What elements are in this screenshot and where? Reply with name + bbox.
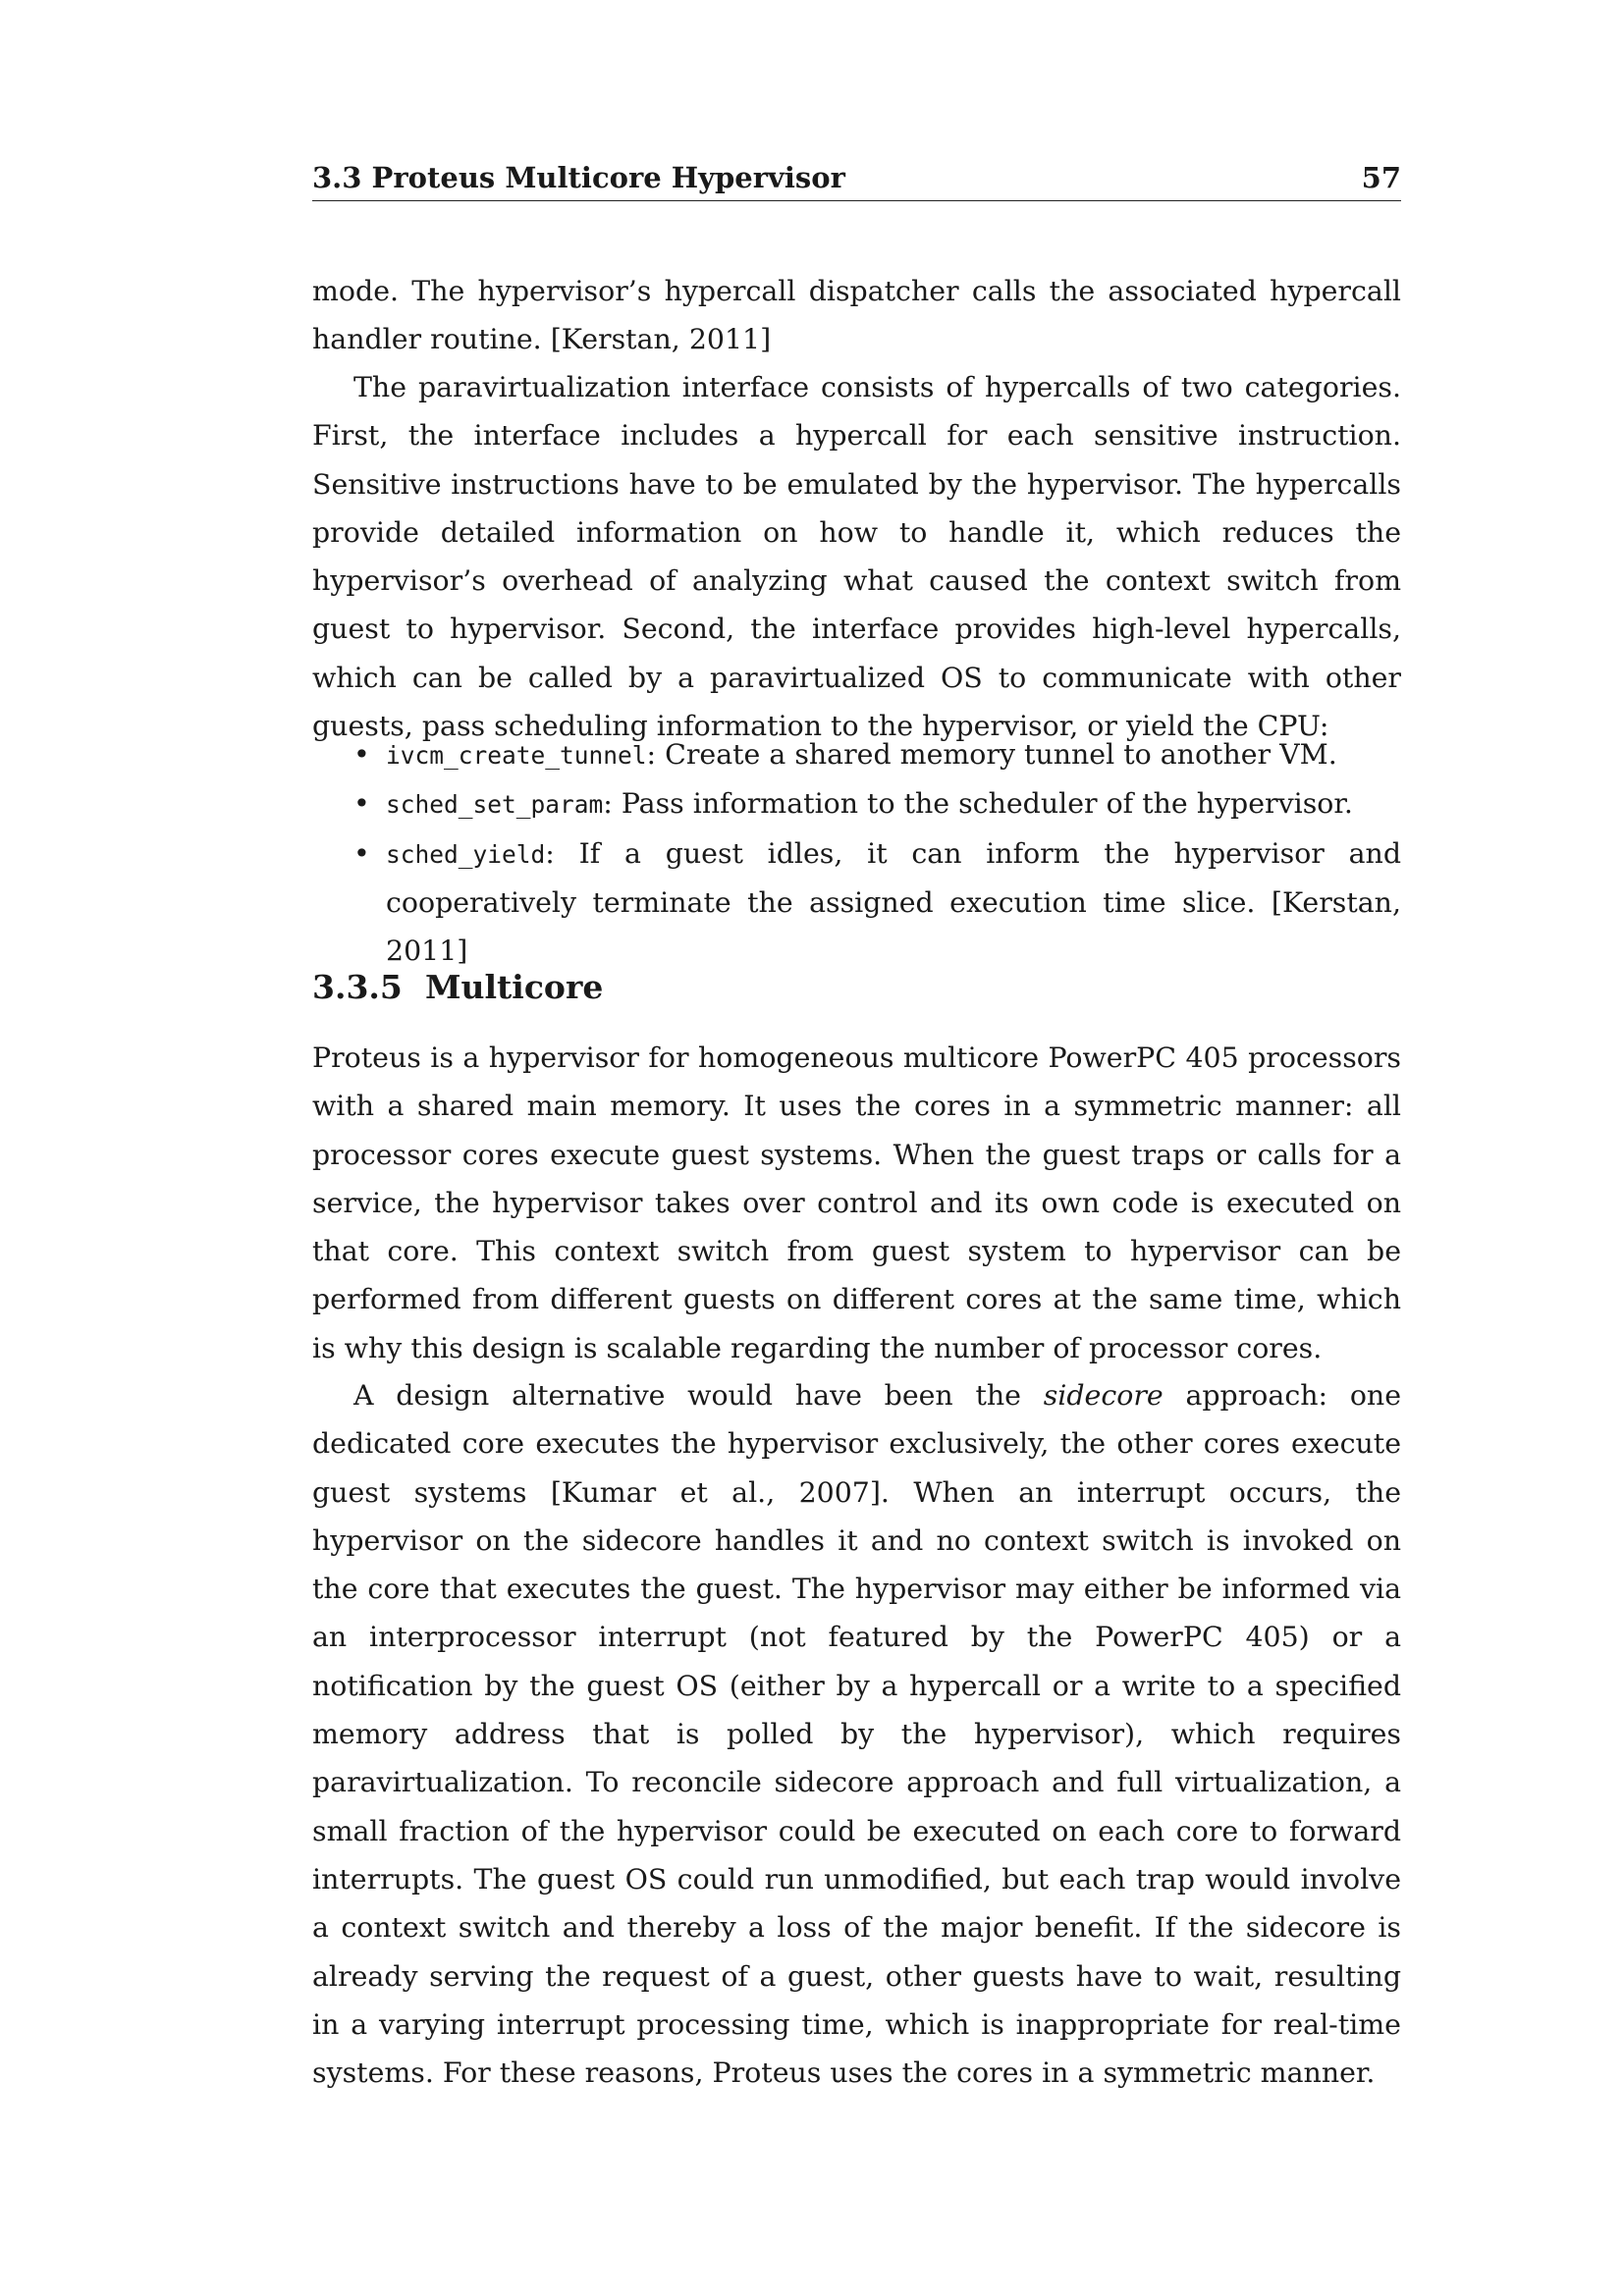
hypercall-description: : Create a shared memory tunnel to another VM. xyxy=(646,738,1337,771)
list-item xyxy=(312,779,1401,828)
sidecore-text-start: A design alternative would have been the xyxy=(353,1379,1044,1412)
bullet-icon: • xyxy=(353,787,370,821)
bullet-icon: • xyxy=(353,836,370,870)
page-number: 57 xyxy=(1361,161,1401,194)
sidecore-text-rest: approach: one dedicated core executes the hypervisor exclusively, the other cores execute guest systems [Kumar et al., 2007]. When an interrupt occurs, the hypervisor on the sidecore handles it and no context switch is invoked on the core that executes the guest. The hypervisor may either be informed via an interprocessor interrupt (not featured by the PowerPC 405) or a notification by the guest OS (either by a hypercall or a write to a specified memory address that is polled by the hypervisor), which requires paravirtualization. To reconcile sidecore approach and full virtualization, a small fraction of the hypervisor could be executed on each core to forward interrupts. The guest OS could run unmodified, but each trap would involve a context switch and thereby a loss of the major benefit. If the sidecore is already serving the request of a guest, other guests have to wait, resulting in a varying interrupt processing time, which is inappropriate for real-time systems. For these reasons, Proteus uses the cores in a symmetric manner. xyxy=(312,1379,1401,2090)
paragraph-sidecore-alternative xyxy=(312,1371,1401,2097)
section-title: Multicore xyxy=(425,968,604,1006)
list-item xyxy=(312,829,1401,976)
hypercall-name: sched_set_param xyxy=(386,790,604,820)
hypercall-name: sched_yield xyxy=(386,839,546,869)
list-item xyxy=(312,730,1401,779)
paragraph-paravirtualization-interface: The paravirtualization interface consists of hypercalls of two categories. First, the interface includes a hypercall for each sensitive instruction. Sensitive instructions have to be emulated by the hypervisor. The hypercalls provide detailed information on how to handle it, which reduces the hypervisor’s overhead of analyzing what caused the context switch from guest to hypervisor. Second, the interface provides high-level hypercalls, which can be called by a paravirtualized OS to communicate with other guests, pass scheduling information to the hypervisor, or yield the CPU: xyxy=(312,371,1401,743)
paragraph-proteus-multicore: Proteus is a hypervisor for homogeneous multicore PowerPC 405 processors with a shared main memory. It uses the cores in a symmetric manner: all processor cores execute guest systems. When the guest traps or calls for a service, the hypervisor takes over control and its own code is executed on that core. This context switch from guest system to hypervisor can be performed from different guests on different cores at the same time, which is why this design is scalable regarding the number of processor cores. xyxy=(312,1041,1401,1364)
running-header xyxy=(312,161,1401,201)
paragraph-hypercall-dispatch: mode. The hypervisor’s hypercall dispatcher calls the associated hypercall handler routine. [Kerstan, 2011] xyxy=(312,275,1401,356)
hypercall-name: ivcm_create_tunnel xyxy=(386,741,647,770)
section-heading xyxy=(312,968,603,1007)
header-section-title: 3.3 Proteus Multicore Hypervisor xyxy=(312,161,845,194)
sidecore-term: sidecore xyxy=(1043,1379,1164,1412)
bullet-icon: • xyxy=(353,738,370,771)
section-number: 3.3.5 xyxy=(312,968,403,1006)
hypercall-description: : If a guest idles, it can inform the hypervisor and cooperatively terminate the assigned execution time slice. [Kerstan, 2011] xyxy=(386,836,1401,968)
hypercall-description: : Pass information to the scheduler of the hypervisor. xyxy=(603,787,1353,821)
hypercall-list xyxy=(312,730,1401,975)
